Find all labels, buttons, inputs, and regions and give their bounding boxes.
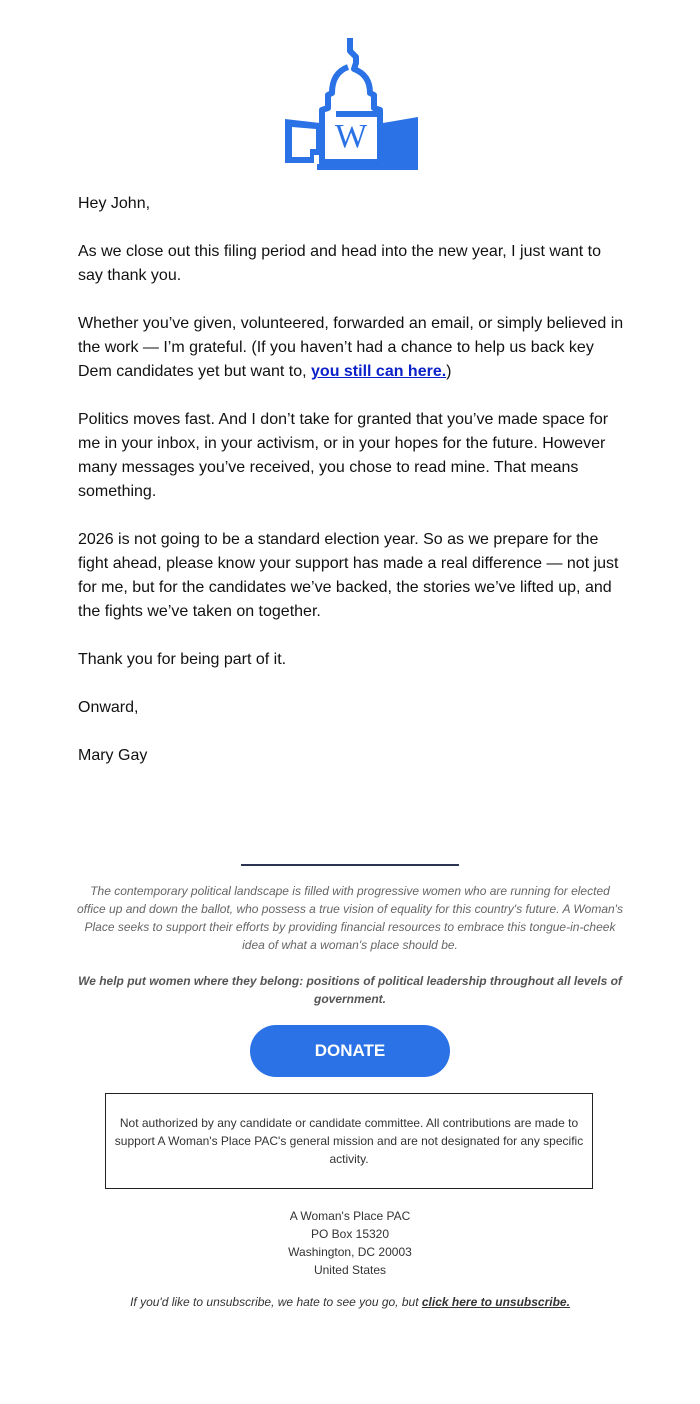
mission-block: [75, 882, 625, 1026]
paragraph-4: 2026 is not going to be a standard election year. So as we prepare for the fight ahead, please know your support has made a real difference — not just for me, but for the candidates we’ve backed, the stories we’ve lifted up, and the fights we’ve taken on together.: [78, 531, 619, 620]
unsubscribe-text: If you'd like to unsubscribe, we hate to see you go, but: [130, 1295, 422, 1309]
signature: Mary Gay: [78, 747, 148, 764]
p2-text: Whether you’ve given, volunteered, forwarded an email, or simply believed in the work — I’m grateful. (If you haven’t had a chance to help us back key Dem candidates yet but want to,: [78, 315, 624, 380]
capitol-logo-icon: [282, 33, 422, 173]
divider: [241, 864, 459, 866]
disclaimer-box: [105, 1093, 593, 1189]
greeting: Hey John,: [78, 195, 151, 212]
email-body: [78, 192, 628, 792]
donate-button[interactable]: DONATE: [250, 1025, 450, 1077]
paragraph-5: Thank you for being part of it.: [78, 651, 287, 668]
mission-text: The contemporary political landscape is filled with progressive women who are running for elected office up and down the ballot, who possess a true vision of equality for this country's future. A Woman's Place seeks to support their efforts by providing financial resources to embrace this tongue-in-cheek idea of what a woman's place should be.: [77, 884, 623, 952]
paragraph-2: [78, 312, 628, 384]
closing: Onward,: [78, 699, 139, 716]
mailing-address: [0, 1207, 700, 1279]
address-line: A Woman's Place PAC: [289, 1209, 411, 1223]
disclaimer-text: Not authorized by any candidate or candidate committee. All contributions are made to support A Woman's Place PAC's general mission and are not designated for any specific activity.: [114, 1116, 584, 1166]
unsubscribe-link[interactable]: click here to unsubscribe.: [421, 1295, 570, 1309]
donate-link[interactable]: you still can here.: [311, 363, 447, 380]
address-line: United States: [313, 1263, 387, 1277]
p2-end: ): [446, 363, 452, 380]
paragraph-1: As we close out this filing period and head into the new year, I just want to say thank you.: [78, 243, 601, 284]
tagline: We help put women where they belong: positions of political leadership throughout all levels of government.: [78, 974, 622, 1006]
logo-letter: W: [334, 118, 368, 155]
address-line: Washington, DC 20003: [288, 1245, 412, 1259]
paragraph-3: Politics moves fast. And I don’t take for granted that you’ve made space for me in your inbox, in your activism, or in your hopes for the future. However many messages you’ve received, you chose to read mine. That means something.: [78, 411, 609, 500]
address-line: PO Box 15320: [310, 1227, 390, 1241]
unsubscribe-line: [0, 1295, 700, 1309]
